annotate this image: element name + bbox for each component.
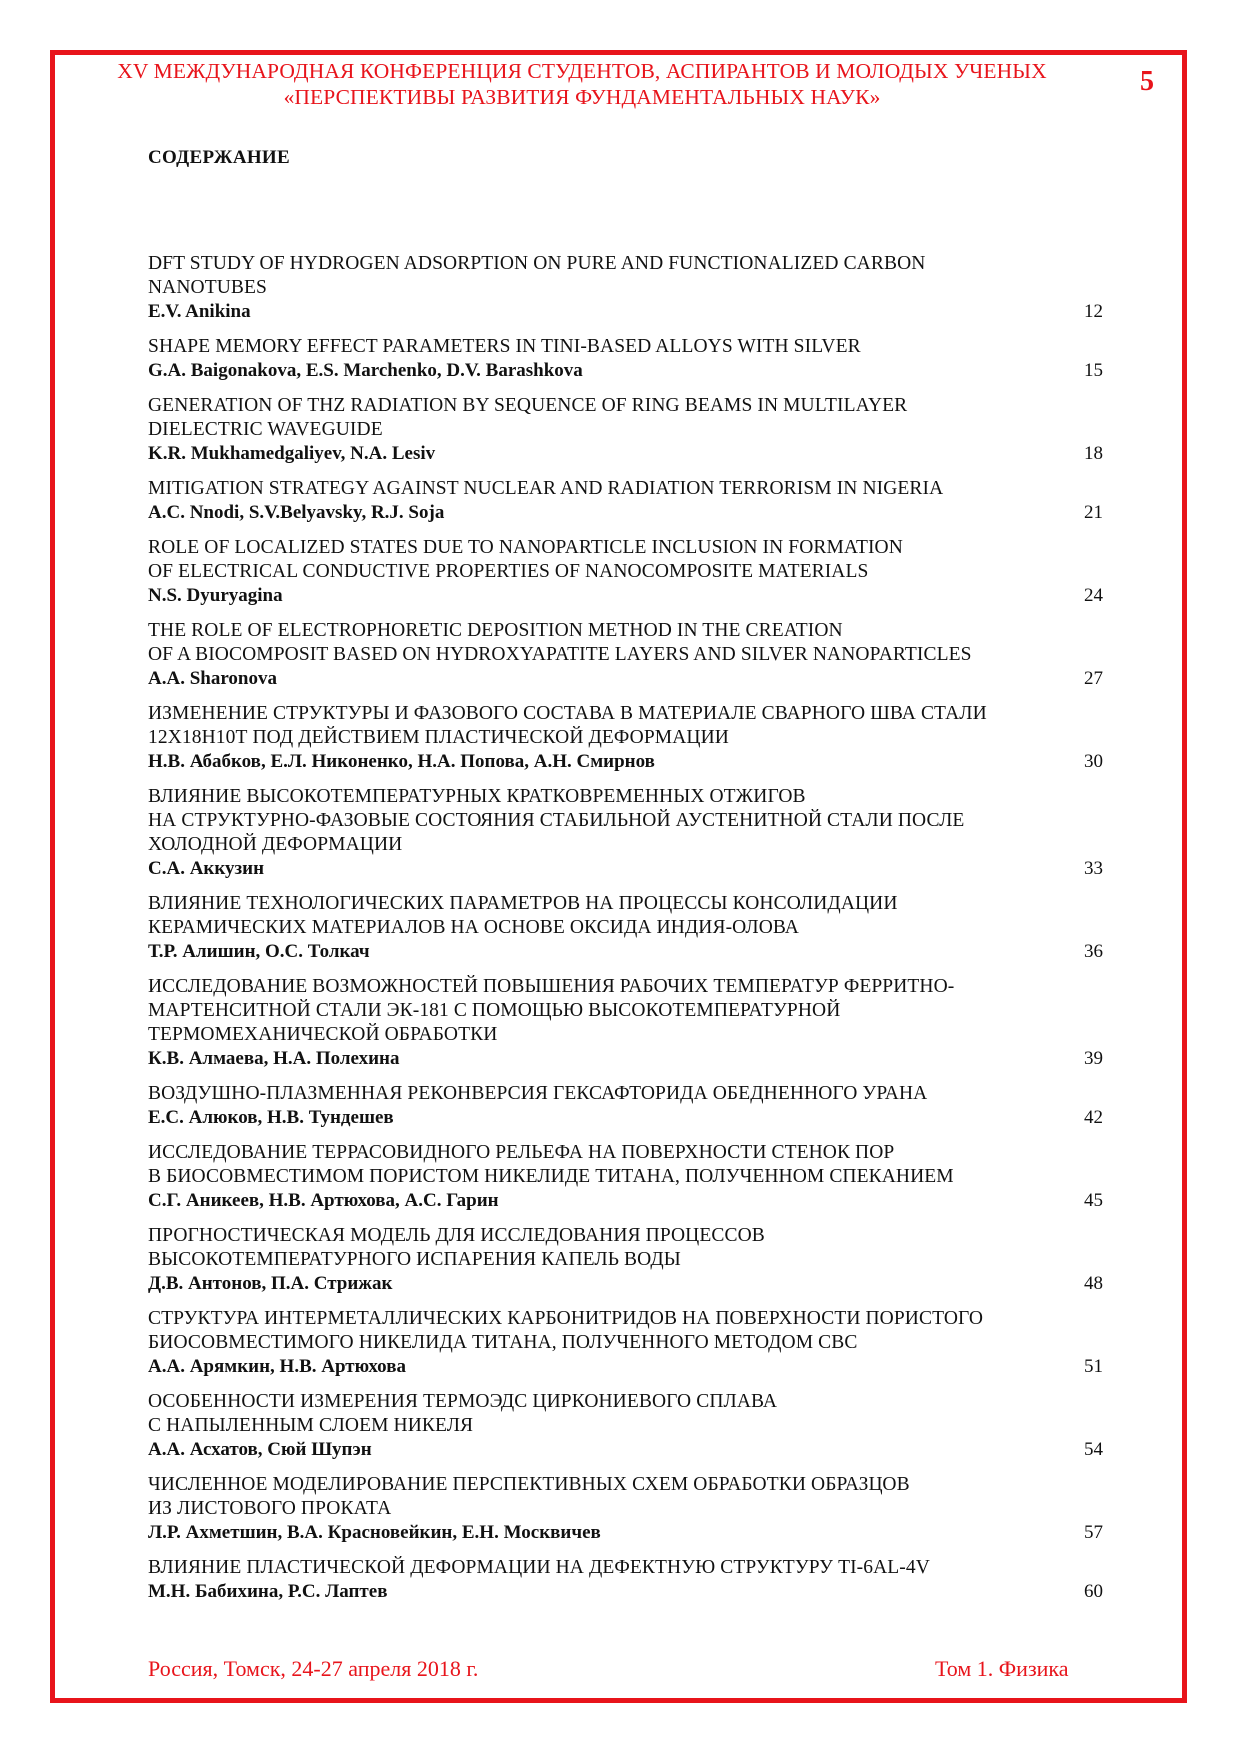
- toc-entry-title: ПРОГНОСТИЧЕСКАЯ МОДЕЛЬ ДЛЯ ИССЛЕДОВАНИЯ ПРОЦЕССОВ ВЫСОКОТЕМПЕРАТУРНОГО ИСПАРЕНИЯ КАПЕЛЬ ВОДЫ: [148, 1225, 765, 1270]
- toc-entry-authors: A.C. Nnodi, S.V.Belyavsky, R.J. Soja: [148, 502, 445, 523]
- toc-entry-page-number: 30: [1084, 751, 1103, 772]
- toc-entry[interactable]: [148, 1556, 1103, 1604]
- toc-entry[interactable]: [148, 1224, 1103, 1296]
- toc-entry[interactable]: [148, 619, 1103, 691]
- toc-entry-page-number: 57: [1084, 1522, 1103, 1543]
- toc-entry-page-number: 27: [1084, 668, 1103, 689]
- toc-entry-page-number: 24: [1084, 585, 1103, 606]
- toc-entry-title: GENERATION OF THZ RADIATION BY SEQUENCE OF RING BEAMS IN MULTILAYER DIELECTRIC WAVEGUIDE: [148, 395, 908, 440]
- table-of-contents: [148, 252, 1103, 1615]
- toc-entry[interactable]: [148, 1307, 1103, 1379]
- toc-entry-authors: K.R. Mukhamedgaliyev, N.A. Lesiv: [148, 443, 436, 464]
- toc-entry-authors: К.В. Алмаева, Н.А. Полехина: [148, 1048, 400, 1069]
- toc-entry-page-number: 48: [1084, 1273, 1103, 1294]
- toc-entry[interactable]: [148, 1390, 1103, 1462]
- toc-entry-page-number: 60: [1084, 1581, 1103, 1602]
- toc-entry-title: ИССЛЕДОВАНИЕ ВОЗМОЖНОСТЕЙ ПОВЫШЕНИЯ РАБОЧИХ ТЕМПЕРАТУР ФЕРРИТНО- МАРТЕНСИТНОЙ СТАЛИ ЭК-181 С ПОМОЩЬЮ ВЫСОКОТЕМПЕРАТУРНОЙ ТЕРМОМЕХАНИЧЕСКОЙ ОБРАБОТКИ: [148, 976, 955, 1045]
- toc-entry[interactable]: [148, 702, 1103, 774]
- toc-entry-page-number: 21: [1084, 502, 1103, 523]
- toc-entry[interactable]: [148, 477, 1103, 525]
- conference-header: [62, 58, 1102, 110]
- toc-entry-title: ВЛИЯНИЕ ТЕХНОЛОГИЧЕСКИХ ПАРАМЕТРОВ НА ПРОЦЕССЫ КОНСОЛИДАЦИИ КЕРАМИЧЕСКИХ МАТЕРИАЛОВ НА ОСНОВЕ ОКСИДА ИНДИЯ-ОЛОВА: [148, 893, 898, 938]
- toc-entry-authors: А.А. Арямкин, Н.В. Артюхова: [148, 1356, 406, 1377]
- toc-entry-authors: N.S. Dyuryagina: [148, 585, 283, 606]
- toc-entry-authors: A.A. Sharonova: [148, 668, 277, 689]
- toc-entry[interactable]: [148, 785, 1103, 881]
- toc-entry-authors: С.Г. Аникеев, Н.В. Артюхова, А.С. Гарин: [148, 1190, 499, 1211]
- footer-volume: Том 1. Физика: [935, 1656, 1069, 1681]
- toc-entry-authors: Л.Р. Ахметшин, В.А. Красновейкин, Е.Н. Москвичев: [148, 1522, 601, 1543]
- toc-entry-page-number: 12: [1084, 301, 1103, 322]
- section-title: СОДЕРЖАНИЕ: [148, 147, 290, 168]
- toc-entry-page-number: 33: [1084, 858, 1103, 879]
- toc-entry-page-number: 39: [1084, 1048, 1103, 1069]
- header-line-2: «ПЕРСПЕКТИВЫ РАЗВИТИЯ ФУНДАМЕНТАЛЬНЫХ НАУК»: [283, 85, 881, 109]
- toc-entry-page-number: 15: [1084, 360, 1103, 381]
- toc-entry[interactable]: [148, 394, 1103, 466]
- toc-entry[interactable]: [148, 975, 1103, 1071]
- footer-location-date: Россия, Томск, 24-27 апреля 2018 г.: [148, 1656, 479, 1681]
- toc-entry[interactable]: [148, 1473, 1103, 1545]
- toc-entry[interactable]: [148, 1082, 1103, 1130]
- toc-entry-title: ВОЗДУШНО-ПЛАЗМЕННАЯ РЕКОНВЕРСИЯ ГЕКСАФТОРИДА ОБЕДНЕННОГО УРАНА: [148, 1083, 928, 1104]
- toc-entry-title: ЧИСЛЕННОЕ МОДЕЛИРОВАНИЕ ПЕРСПЕКТИВНЫХ СХЕМ ОБРАБОТКИ ОБРАЗЦОВ ИЗ ЛИСТОВОГО ПРОКАТА: [148, 1474, 910, 1519]
- toc-entry[interactable]: [148, 536, 1103, 608]
- toc-entry-title: THE ROLE OF ELECTROPHORETIC DEPOSITION METHOD IN THE CREATION OF A BIOCOMPOSIT BASED ON HYDROXYAPATITE LAYERS AND SILVER NANOPARTICLES: [148, 620, 972, 665]
- toc-entry-title: ВЛИЯНИЕ ВЫСОКОТЕМПЕРАТУРНЫХ КРАТКОВРЕМЕННЫХ ОТЖИГОВ НА СТРУКТУРНО-ФАЗОВЫЕ СОСТОЯНИЯ СТАБИЛЬНОЙ АУСТЕНИТНОЙ СТАЛИ ПОСЛЕ ХОЛОДНОЙ ДЕФОРМАЦИИ: [148, 786, 965, 855]
- toc-entry-authors: Т.Р. Алишин, О.С. Толкач: [148, 941, 370, 962]
- toc-entry-title: ВЛИЯНИЕ ПЛАСТИЧЕСКОЙ ДЕФОРМАЦИИ НА ДЕФЕКТНУЮ СТРУКТУРУ TI-6AL-4V: [148, 1557, 930, 1578]
- toc-entry-title: ИЗМЕНЕНИЕ СТРУКТУРЫ И ФАЗОВОГО СОСТАВА В МАТЕРИАЛЕ СВАРНОГО ШВА СТАЛИ 12Х18Н10Т ПОД ДЕЙСТВИЕМ ПЛАСТИЧЕСКОЙ ДЕФОРМАЦИИ: [148, 703, 987, 748]
- toc-entry-title: MITIGATION STRATEGY AGAINST NUCLEAR AND RADIATION TERRORISM IN NIGERIA: [148, 478, 944, 499]
- toc-entry-authors: А.А. Асхатов, Сюй Шупэн: [148, 1439, 372, 1460]
- toc-entry[interactable]: [148, 1141, 1103, 1213]
- toc-entry[interactable]: [148, 892, 1103, 964]
- toc-entry-page-number: 54: [1084, 1439, 1103, 1460]
- toc-entry-authors: G.A. Baigonakova, E.S. Marchenko, D.V. Barashkova: [148, 360, 583, 381]
- toc-entry-title: ОСОБЕННОСТИ ИЗМЕРЕНИЯ ТЕРМОЭДС ЦИРКОНИЕВОГО СПЛАВА С НАПЫЛЕННЫМ СЛОЕМ НИКЕЛЯ: [148, 1391, 778, 1436]
- toc-entry[interactable]: [148, 335, 1103, 383]
- toc-entry-authors: С.А. Аккузин: [148, 858, 265, 879]
- toc-entry-title: СТРУКТУРА ИНТЕРМЕТАЛЛИЧЕСКИХ КАРБОНИТРИДОВ НА ПОВЕРХНОСТИ ПОРИСТОГО БИОСОВМЕСТИМОГО НИКЕЛИДА ТИТАНА, ПОЛУЧЕННОГО МЕТОДОМ СВС: [148, 1308, 984, 1353]
- toc-entry-page-number: 18: [1084, 443, 1103, 464]
- toc-entry-title: ROLE OF LOCALIZED STATES DUE TO NANOPARTICLE INCLUSION IN FORMATION OF ELECTRICAL CONDUCTIVE PROPERTIES OF NANOCOMPOSITE MATERIALS: [148, 537, 903, 582]
- toc-entry-page-number: 36: [1084, 941, 1103, 962]
- toc-entry-title: SHAPE MEMORY EFFECT PARAMETERS IN TINI-BASED ALLOYS WITH SILVER: [148, 336, 861, 357]
- toc-entry-title: DFT STUDY OF HYDROGEN ADSORPTION ON PURE AND FUNCTIONALIZED CARBON NANOTUBES: [148, 253, 926, 298]
- toc-entry-title: ИССЛЕДОВАНИЕ ТЕРРАСОВИДНОГО РЕЛЬЕФА НА ПОВЕРХНОСТИ СТЕНОК ПОР В БИОСОВМЕСТИМОМ ПОРИСТОМ НИКЕЛИДЕ ТИТАНА, ПОЛУЧЕННОМ СПЕКАНИЕМ: [148, 1142, 954, 1187]
- toc-entry-page-number: 45: [1084, 1190, 1103, 1211]
- toc-entry[interactable]: [148, 252, 1103, 324]
- toc-entry-authors: Д.В. Антонов, П.А. Стрижак: [148, 1273, 393, 1294]
- toc-entry-authors: Н.В. Абабков, Е.Л. Никоненко, Н.А. Попова, А.Н. Смирнов: [148, 751, 655, 772]
- toc-entry-page-number: 51: [1084, 1356, 1103, 1377]
- page-number: 5: [1140, 66, 1154, 97]
- toc-entry-page-number: 42: [1084, 1107, 1103, 1128]
- toc-entry-authors: E.V. Anikina: [148, 301, 251, 322]
- toc-entry-authors: Е.С. Алюков, Н.В. Тундешев: [148, 1107, 394, 1128]
- toc-entry-authors: М.Н. Бабихина, Р.С. Лаптев: [148, 1581, 388, 1602]
- header-line-1: XV МЕЖДУНАРОДНАЯ КОНФЕРЕНЦИЯ СТУДЕНТОВ, АСПИРАНТОВ И МОЛОДЫХ УЧЕНЫХ: [117, 59, 1047, 83]
